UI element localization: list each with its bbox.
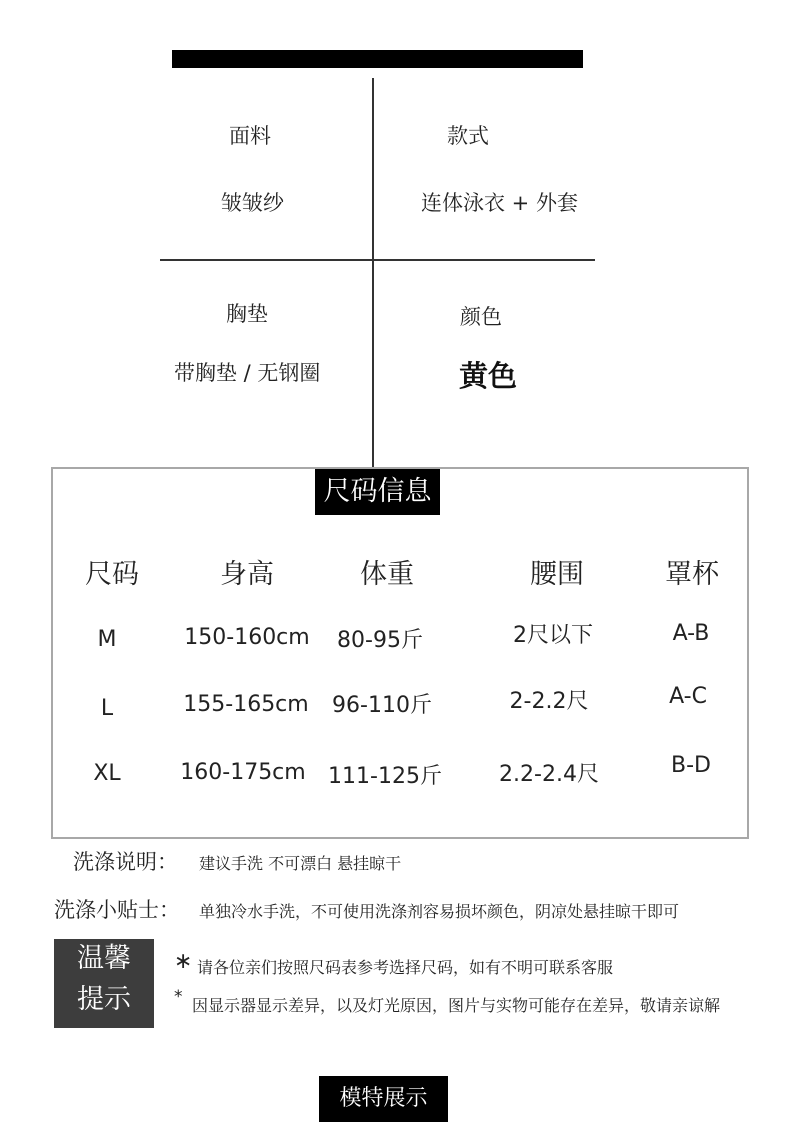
header-bar bbox=[172, 50, 583, 68]
row-m-cup: A-B bbox=[672, 621, 710, 646]
asterisk-icon: ∗ bbox=[174, 949, 193, 974]
row-l-waist: 2-2.2尺 bbox=[509, 689, 589, 714]
size-table-title: 尺码信息 bbox=[315, 469, 440, 515]
wash-tips-label: 洗涤小贴士： bbox=[54, 898, 180, 922]
reminder-label-line1: 温馨 bbox=[77, 943, 131, 974]
horizontal-divider bbox=[160, 259, 595, 261]
header-waist: 腰围 bbox=[530, 559, 584, 590]
color-label: 颜色 bbox=[460, 305, 502, 329]
pad-label: 胸垫 bbox=[226, 302, 268, 326]
row-m-size: M bbox=[97, 627, 117, 652]
row-xl-height: 160-175cm bbox=[180, 760, 306, 785]
wash-instructions-label: 洗涤说明： bbox=[73, 850, 178, 874]
style-label: 款式 bbox=[447, 124, 489, 148]
reminder-label-line2: 提示 bbox=[77, 984, 131, 1015]
row-l-weight: 96-110斤 bbox=[332, 693, 432, 718]
vertical-divider bbox=[372, 78, 374, 468]
row-m-waist: 2尺以下 bbox=[513, 623, 593, 648]
style-value: 连体泳衣 + 外套 bbox=[421, 191, 578, 215]
header-weight: 体重 bbox=[360, 559, 414, 590]
reminder-line1: 请各位亲们按照尺码表参考选择尺码，如有不明可联系客服 bbox=[197, 958, 614, 977]
fabric-value: 皱皱纱 bbox=[221, 191, 284, 215]
row-xl-weight: 111-125斤 bbox=[328, 764, 442, 789]
row-m-height: 150-160cm bbox=[184, 625, 310, 650]
wash-tips-text: 单独冷水手洗，不可使用洗涤剂容易损坏颜色，阴凉处悬挂晾干即可 bbox=[199, 902, 680, 921]
row-l-height: 155-165cm bbox=[183, 692, 309, 717]
model-showcase-button[interactable]: 模特展示 bbox=[319, 1076, 448, 1122]
reminder-line2: 因显示器显示差异，以及灯光原因，图片与实物可能存在差异，敬请亲谅解 bbox=[192, 996, 721, 1015]
header-cup: 罩杯 bbox=[665, 559, 719, 590]
row-xl-cup: B-D bbox=[671, 753, 711, 778]
row-l-cup: A-C bbox=[669, 684, 707, 709]
color-value: 黄色 bbox=[459, 359, 518, 393]
asterisk-icon: * bbox=[174, 987, 183, 1007]
pad-value: 带胸垫 / 无钢圈 bbox=[174, 361, 321, 385]
wash-instructions-text: 建议手洗 不可漂白 悬挂晾干 bbox=[199, 854, 402, 873]
row-xl-size: XL bbox=[93, 761, 121, 786]
header-height: 身高 bbox=[220, 559, 274, 590]
row-xl-waist: 2.2-2.4尺 bbox=[499, 762, 599, 787]
row-l-size: L bbox=[100, 696, 114, 721]
header-size: 尺码 bbox=[85, 559, 139, 590]
row-m-weight: 80-95斤 bbox=[337, 628, 423, 653]
fabric-label: 面料 bbox=[229, 124, 271, 148]
